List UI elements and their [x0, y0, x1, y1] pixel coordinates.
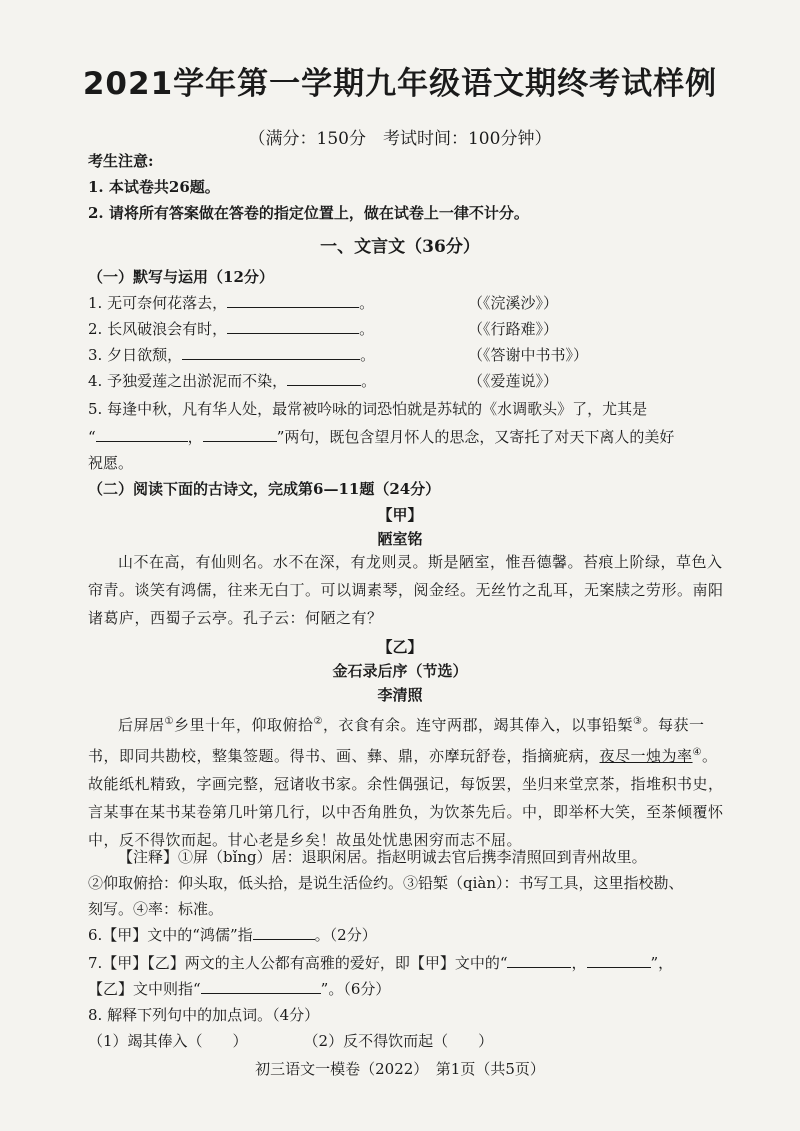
question-1-source: （《浣溪沙》） — [468, 294, 559, 312]
comma: ， — [571, 954, 587, 972]
text-b-part: 。每获一书，即同共勘校，整集签题。得书、画、彝、鼎，亦摩玩舒卷，指摘疵病， — [88, 716, 705, 765]
answer-blank — [227, 319, 359, 334]
text-a-title: 陋室铭 — [377, 530, 423, 548]
answer-blank — [96, 427, 188, 442]
notes-line-2: ②仰取俯拾：仰头取，低头拾，是说生活俭约。③铅椠（qiàn）：书写工具，这里指校勘、 — [88, 874, 684, 892]
answer-blank — [587, 953, 651, 968]
question-3-end: 。 — [360, 346, 376, 364]
question-5-line-2 — [88, 426, 740, 448]
question-1-end: 。 — [359, 294, 375, 312]
text-b-author: 李清照 — [377, 686, 423, 704]
question-8: 8. 解释下列句中的加点词。（4分） — [88, 1006, 320, 1024]
question-4-text: 4. 予独爱莲之出淤泥而不染， — [88, 372, 288, 390]
question-2-end: 。 — [359, 320, 375, 338]
text-b-title: 金石录后序（节选） — [332, 662, 468, 680]
exam-info: （满分：150分 考试时间：100分钟） — [248, 129, 552, 149]
question-6-end: 。（2分） — [314, 926, 377, 944]
question-5-line-1: 5. 每逢中秋，凡有华人处，最常被吟咏的词恐怕就是苏轼的《水调歌头》了，尤其是 — [88, 400, 648, 418]
section-title: 一、文言文（36分） — [320, 237, 480, 257]
question-4 — [88, 370, 740, 392]
question-4-end: 。 — [361, 372, 377, 390]
question-7-text: 7.【甲】【乙】两文的主人公都有高雅的爱好，即【甲】文中的“ — [88, 954, 508, 972]
question-8-item-2: （2）反不得饮而起（ ） — [303, 1032, 494, 1050]
text-b-part: ，衣食有余。连守两郡，竭其俸入，以事铅椠 — [322, 716, 633, 734]
question-7-end: ”。（6分） — [320, 980, 391, 998]
answer-blank — [287, 371, 361, 386]
question-1-text: 1. 无可奈何花落去， — [88, 294, 228, 312]
underlined-phrase: 夜尽一烛为率 — [599, 747, 693, 765]
question-2 — [88, 318, 740, 340]
text-b-part: 乡里十年，仰取俯拾 — [173, 716, 314, 734]
page-footer: 初三语文一模卷（2022） 第1页（共5页） — [255, 1060, 545, 1078]
answer-blank — [227, 293, 359, 308]
question-3-source: （《答谢中书书》） — [468, 346, 589, 364]
text-b-part: 后屏居 — [118, 716, 165, 734]
question-6 — [88, 924, 740, 946]
question-8-items — [88, 1030, 740, 1052]
answer-blank — [201, 979, 321, 994]
question-2-source: （《行路难》） — [468, 320, 559, 338]
question-5-line-3: 祝愿。 — [88, 454, 134, 472]
question-2-text: 2. 长风破浪会有时， — [88, 320, 228, 338]
page-title: 2021学年第一学期九年级语文期终考试样例 — [82, 66, 718, 102]
text-b-marker: 【乙】 — [377, 638, 423, 656]
text-a-body: 山不在高，有仙则名。水不在深，有龙则灵。斯是陋室，惟吾德馨。苔痕上阶绿，草色入帘青。谈笑有鸿儒，往来无白丁。可以调素琴，阅金经。无丝竹之乱耳，无案牍之劳形。南阳诸葛庐，西蜀子云亭。孔子云：何陋之有？ — [88, 553, 724, 627]
answer-blank — [182, 345, 360, 360]
text-b-part: 。故能纸札精致，字画完整，冠诸收书家。余性偶强记，每饭罢，坐归来堂烹茶，指堆积书史，言某事在某书某卷第几叶第几行，以中否角胜负，为饮茶先后。中，即举杯大笑，至茶倾覆怀中，反不得饮而起。甘心老是乡矣！故虽处忧患困穷而志不屈。 — [88, 747, 724, 849]
notes-line-1: 【注释】①屏（bǐng）居：退职闲居。指赵明诚去官后携李清照回到青州故里。 — [118, 848, 647, 866]
text-b-body — [88, 708, 728, 854]
question-3 — [88, 344, 740, 366]
question-1 — [88, 292, 740, 314]
question-6-text: 6.【甲】文中的“鸿儒”指 — [88, 926, 253, 944]
notice-item-1: 1. 本试卷共26题。 — [88, 178, 220, 196]
question-7-text-b: 【乙】文中则指“ — [88, 980, 201, 998]
notice-heading: 考生注意: — [88, 152, 154, 170]
answer-blank — [507, 953, 571, 968]
footnote-ref: ③ — [632, 716, 643, 727]
footnote-ref: ② — [313, 716, 323, 727]
question-7-line-2 — [88, 978, 740, 1000]
question-8-item-1: （1）竭其俸入（ ） — [88, 1032, 248, 1050]
question-4-source: （《爱莲说》） — [468, 372, 559, 390]
open-quote: “ — [88, 428, 96, 446]
part2-title: （二）阅读下面的古诗文，完成第6—11题（24分） — [88, 480, 441, 498]
notes-line-3: 刻写。④率：标准。 — [88, 900, 224, 918]
question-3-text: 3. 夕日欲颓， — [88, 346, 183, 364]
comma: ， — [187, 428, 203, 446]
footnote-ref: ④ — [692, 747, 702, 758]
question-7-line-1 — [88, 952, 740, 974]
text-a-marker: 【甲】 — [377, 506, 423, 524]
part1-title: （一）默写与运用（12分） — [88, 268, 274, 286]
answer-blank — [253, 925, 315, 940]
notice-item-2: 2. 请将所有答案做在答卷的指定位置上，做在试卷上一律不计分。 — [88, 204, 529, 222]
footnote-ref: ① — [164, 716, 174, 727]
question-7-close: ”， — [650, 954, 674, 972]
answer-blank — [203, 427, 277, 442]
question-5-rest: ”两句，既包含望月怀人的思念，又寄托了对天下离人的美好 — [276, 428, 675, 446]
